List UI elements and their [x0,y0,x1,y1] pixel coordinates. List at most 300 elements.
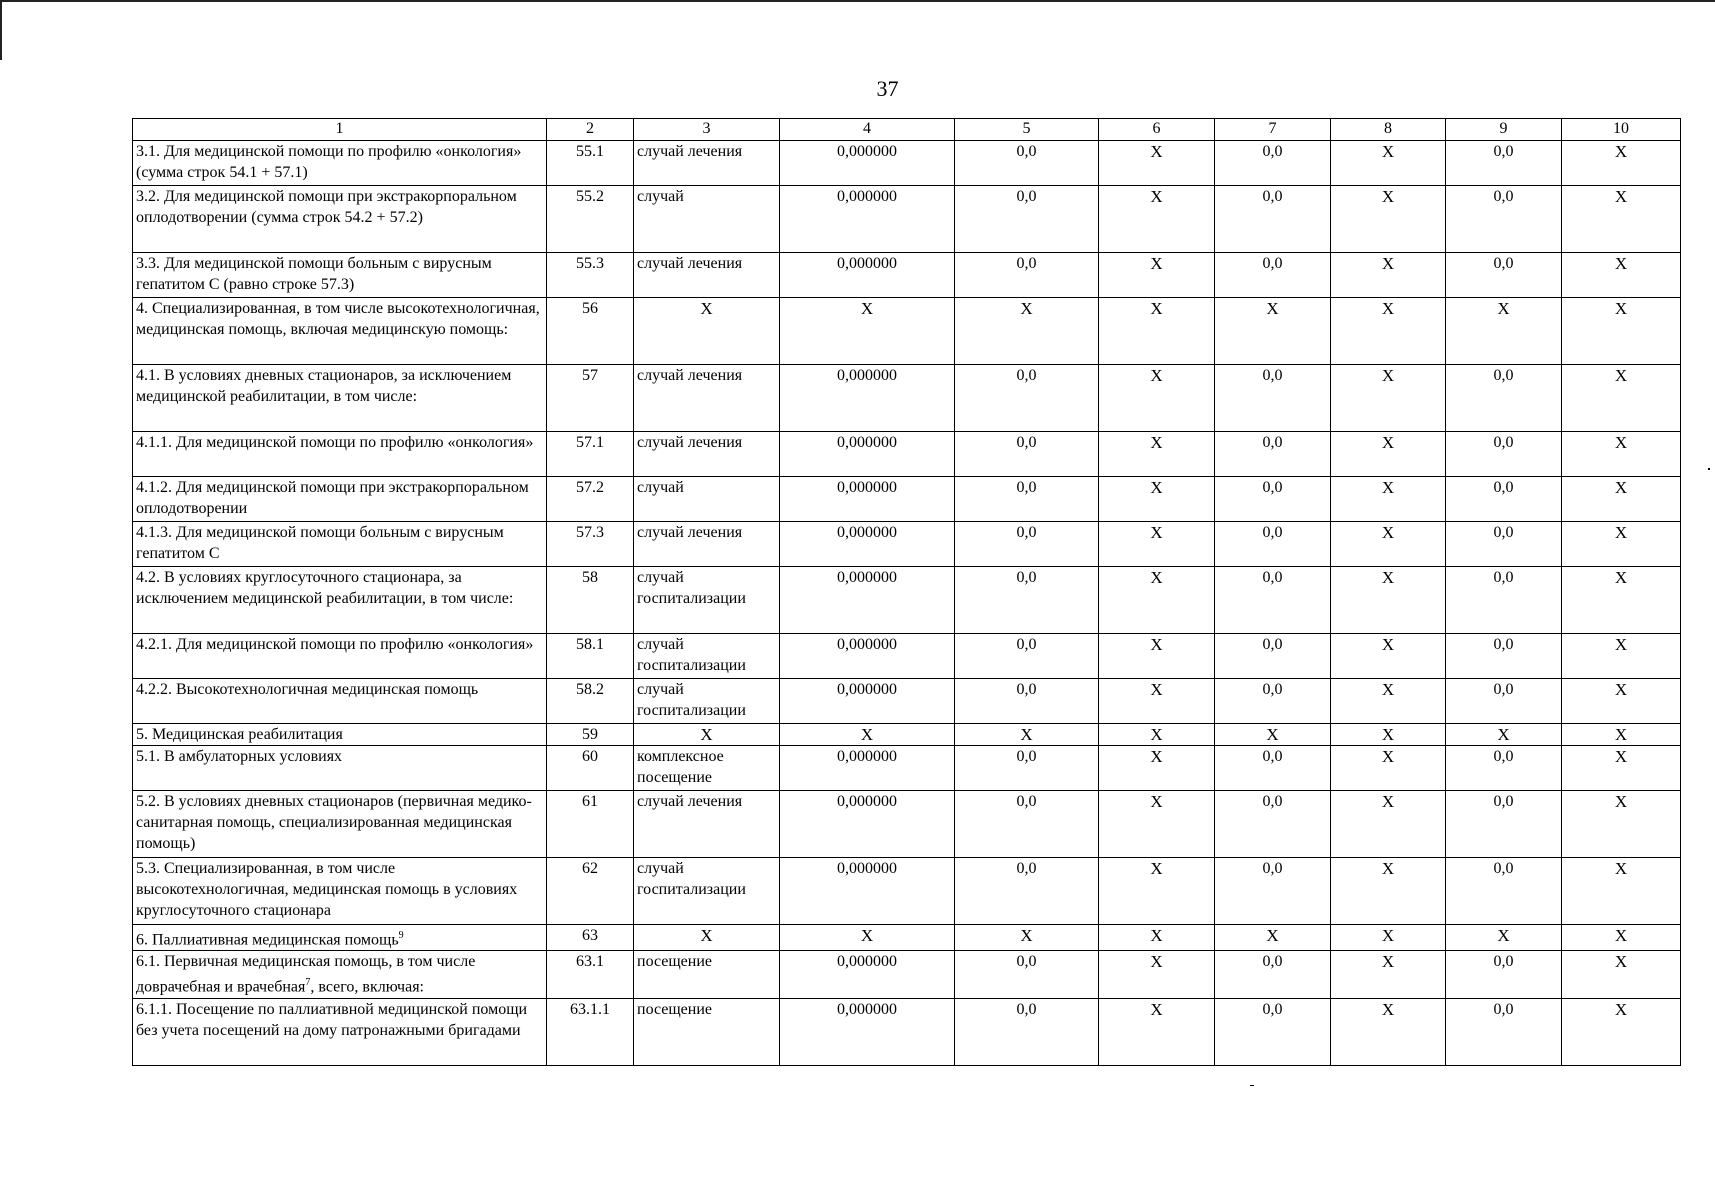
row-name-cell-text: 4. Специализированная, в том числе высокотехнологичная, медицинская помощь, включая медицинскую помощь: [136,300,540,338]
column-header: 4 [780,119,955,141]
row-code-cell [547,925,634,951]
row-unit-cell-text: случай лечения [637,524,743,541]
value-cell-c4 [780,925,955,951]
value-cell-c10 [1562,925,1681,951]
row-code-cell [547,567,634,634]
value-cell-c8 [1331,925,1446,951]
value-cell-c5 [955,522,1099,567]
value-cell-c7-text: 0,0 [1262,953,1283,971]
row-name-cell-text: 4.1.1. Для медицинской помощи по профилю «онкология» [136,434,534,451]
row-code-cell-text: 57.3 [576,524,604,541]
value-cell-c7 [1215,634,1331,679]
value-cell-c9-text: X [1497,725,1510,744]
value-cell-c4-text: 0,000000 [837,953,897,971]
column-header: 2 [547,119,634,141]
row-code-cell-text: 63.1.1 [570,1000,610,1018]
value-cell-c9 [1446,679,1562,724]
value-cell-c4-text: 0,000000 [837,681,897,698]
value-cell-c9 [1446,567,1562,634]
value-cell-c10 [1562,951,1681,998]
row-unit-cell [634,298,780,365]
value-cell-c9 [1446,951,1562,998]
value-cell-c8 [1331,477,1446,522]
value-cell-c10 [1562,746,1681,791]
row-unit-cell-text: случай лечения [637,367,743,384]
row-name-cell [133,634,547,679]
value-cell-c10-text: X [1614,568,1628,587]
row-name-cell [133,746,547,791]
row-name-cell [133,298,547,365]
footnote-mark: 9 [398,930,404,941]
row-name-cell-text: 4.2.1. Для медицинской помощи по профилю «онкология» [136,636,534,653]
value-cell-c8-text: X [1381,299,1395,318]
value-cell-c4-text: 0,000000 [837,636,897,653]
value-cell-c6 [1099,724,1215,746]
value-cell-c10-text: X [1614,433,1628,452]
value-cell-c6-text: X [1150,859,1163,878]
value-cell-c5-text: 0,0 [1016,143,1037,160]
row-code-cell-text: 58.2 [576,681,604,698]
value-cell-c8-text: X [1381,478,1395,497]
value-cell-c5 [955,634,1099,679]
value-cell-c9-text: 0,0 [1493,188,1514,205]
value-cell-c9-text: 0,0 [1493,636,1514,653]
value-cell-c8-text: X [1381,366,1395,385]
value-cell-c6 [1099,567,1215,634]
value-cell-c6-text: X [1150,299,1163,318]
value-cell-c7 [1215,141,1331,186]
value-cell-c4 [780,141,955,186]
value-cell-c6 [1099,791,1215,858]
row-unit-cell-text: случай [637,188,684,205]
row-name-cell-text: 3.3. Для медицинской помощи больным с вирусным гепатитом С (равно строке 57.3) [136,255,492,293]
table-row [133,141,1681,186]
value-cell-c5-text: X [1020,725,1033,744]
value-cell-c4-text: 0,000000 [837,255,897,272]
row-code-cell [547,253,634,298]
row-name-cell-text: 4.1. В условиях дневных стационаров, за исключением медицинской реабилитации, в том числе: [136,367,512,405]
row-unit-cell-text: комплексное посещение [637,748,724,786]
value-cell-c6-text: X [1150,792,1163,811]
value-cell-c4-text: 0,000000 [837,143,897,160]
value-cell-c9 [1446,791,1562,858]
value-cell-c10 [1562,679,1681,724]
value-cell-c7-text: 0,0 [1262,479,1283,496]
value-cell-c9 [1446,858,1562,925]
row-code-cell-text: 61 [582,793,598,810]
value-cell-c10-text: X [1614,725,1628,744]
footnote-mark: 7 [305,977,311,989]
value-cell-c4 [780,365,955,432]
value-cell-c9-text: 0,0 [1493,255,1514,272]
value-cell-c9 [1446,724,1562,746]
value-cell-c5-text: 0,0 [1016,524,1037,541]
row-unit-cell [634,858,780,925]
row-unit-cell-text: случай лечения [637,793,743,810]
value-cell-c7-text: 0,0 [1262,188,1283,205]
row-code-cell-text: 55.1 [576,143,604,160]
value-cell-c4 [780,951,955,998]
row-unit-cell [634,998,780,1065]
value-cell-c7 [1215,298,1331,365]
row-unit-cell [634,432,780,477]
value-cell-c4-text: 0,000000 [837,860,897,877]
value-cell-c4 [780,746,955,791]
row-code-cell-text: 57.1 [576,434,604,451]
value-cell-c4-text: 0,000000 [837,367,897,384]
value-cell-c8-text: X [1381,142,1395,161]
value-cell-c9-text: 0,0 [1493,793,1514,810]
table-row [133,365,1681,432]
value-cell-c8-text: X [1381,635,1395,654]
value-cell-c6 [1099,522,1215,567]
value-cell-c5 [955,298,1099,365]
row-code-cell-text: 55.3 [576,255,604,272]
table-row [133,791,1681,858]
value-cell-c10-text: X [1614,747,1628,766]
row-name-cell [133,791,547,858]
value-cell-c5 [955,998,1099,1065]
value-cell-c8 [1331,186,1446,253]
value-cell-c8 [1331,432,1446,477]
row-code-cell [547,998,634,1065]
value-cell-c7 [1215,858,1331,925]
row-code-cell [547,186,634,253]
row-name-cell [133,432,547,477]
value-cell-c4 [780,679,955,724]
value-cell-c8 [1331,567,1446,634]
value-cell-c9-text: X [1497,299,1510,318]
value-cell-c10 [1562,432,1681,477]
value-cell-c8-text: X [1381,568,1395,587]
row-code-cell [547,141,634,186]
value-cell-c5-text: X [1020,299,1033,318]
row-code-cell-text: 57 [582,367,598,384]
row-name-cell-text: 4.2. В условиях круглосуточного стационара, за исключением медицинской реабилитации, в том числе: [136,569,514,607]
row-name-cell-text: 3.1. Для медицинской помощи по профилю «онкология» (сумма строк 54.1 + 57.1) [136,143,522,181]
row-code-cell [547,477,634,522]
value-cell-c5-text: 0,0 [1016,860,1037,877]
row-code-cell [547,858,634,925]
value-cell-c4 [780,567,955,634]
value-cell-c6-text: X [1150,478,1163,497]
value-cell-c7 [1215,746,1331,791]
value-cell-c5 [955,186,1099,253]
value-cell-c10-text: X [1614,926,1628,945]
value-cell-c6 [1099,432,1215,477]
value-cell-c6-text: X [1150,952,1163,972]
row-unit-cell-text: случай лечения [637,434,743,451]
row-unit-cell-text: X [700,725,713,744]
value-cell-c9-text: 0,0 [1493,569,1514,586]
value-cell-c10-text: X [1614,952,1628,972]
row-name-cell-text: 4.1.2. Для медицинской помощи при экстракорпоральном оплодотворении [136,479,529,517]
value-cell-c9-text: 0,0 [1493,367,1514,384]
row-name-cell [133,253,547,298]
value-cell-c6-text: X [1150,999,1163,1019]
value-cell-c7 [1215,365,1331,432]
value-cell-c5 [955,567,1099,634]
row-name-cell [133,998,547,1065]
column-header: 6 [1099,119,1215,141]
row-name-cell-text: 5. Медицинская реабилитация [136,726,343,743]
value-cell-c5-text: 0,0 [1016,793,1037,810]
row-code-cell [547,951,634,998]
value-cell-c9 [1446,925,1562,951]
value-cell-c6-text: X [1150,433,1163,452]
row-unit-cell [634,477,780,522]
row-name-cell [133,951,547,998]
column-header: 8 [1331,119,1446,141]
data-table [132,118,1681,1066]
value-cell-c5 [955,925,1099,951]
value-cell-c4 [780,724,955,746]
row-name-cell-text: 4.2.2. Высокотехнологичная медицинская помощь [136,681,479,698]
value-cell-c7 [1215,925,1331,951]
value-cell-c4-text: 0,000000 [837,1000,897,1018]
value-cell-c4 [780,858,955,925]
value-cell-c7 [1215,522,1331,567]
value-cell-c4-text: X [860,926,874,945]
scan-speck [1250,1085,1254,1086]
column-header: 10 [1562,119,1681,141]
row-name-cell [133,679,547,724]
value-cell-c6 [1099,998,1215,1065]
value-cell-c9-text: 0,0 [1493,524,1514,541]
table-row [133,925,1681,951]
value-cell-c9-text: 0,0 [1493,143,1514,160]
value-cell-c9 [1446,634,1562,679]
value-cell-c5 [955,791,1099,858]
value-cell-c6 [1099,141,1215,186]
page-number: 37 [876,76,899,101]
value-cell-c9 [1446,365,1562,432]
value-cell-c8 [1331,298,1446,365]
value-cell-c5 [955,724,1099,746]
value-cell-c9 [1446,477,1562,522]
value-cell-c8-text: X [1381,859,1395,878]
value-cell-c7-text: 0,0 [1262,434,1283,451]
row-code-cell [547,746,634,791]
value-cell-c6 [1099,679,1215,724]
value-cell-c7 [1215,951,1331,998]
row-code-cell [547,365,634,432]
scan-border-left [0,0,2,60]
value-cell-c7-text: 0,0 [1262,524,1283,541]
value-cell-c5 [955,679,1099,724]
row-unit-cell-text: посещение [637,1000,713,1018]
value-cell-c7-text: 0,0 [1262,860,1283,877]
row-unit-cell-text: посещение [637,953,713,971]
value-cell-c9 [1446,253,1562,298]
value-cell-c9-text: 0,0 [1493,1000,1514,1018]
row-unit-cell [634,724,780,746]
value-cell-c10 [1562,724,1681,746]
value-cell-c9 [1446,141,1562,186]
row-name-cell [133,522,547,567]
value-cell-c7-text: X [1266,725,1279,744]
row-name-cell-text: 5.3. Специализированная, в том числе высокотехнологичная, медицинская помощь в условиях круглосуточного стационара [136,860,518,919]
value-cell-c5 [955,477,1099,522]
value-cell-c6 [1099,634,1215,679]
value-cell-c7 [1215,186,1331,253]
row-code-cell [547,634,634,679]
value-cell-c8-text: X [1381,523,1395,542]
column-header: 5 [955,119,1099,141]
value-cell-c7-text: 0,0 [1262,255,1283,272]
value-cell-c10-text: X [1614,523,1628,542]
row-unit-cell [634,746,780,791]
row-code-cell [547,791,634,858]
column-header: 3 [634,119,780,141]
row-code-cell [547,522,634,567]
table-row [133,634,1681,679]
row-code-cell-text: 55.2 [576,188,604,205]
value-cell-c8-text: X [1381,999,1395,1019]
row-unit-cell [634,186,780,253]
row-name-cell-text: 5.2. В условиях дневных стационаров (первичная медико-санитарная помощь, специализированная медицинская помощь) [136,793,532,852]
table-row [133,477,1681,522]
value-cell-c8 [1331,724,1446,746]
value-cell-c10-text: X [1614,187,1628,206]
value-cell-c4-text: 0,000000 [837,434,897,451]
row-name-cell [133,925,547,951]
row-code-cell-text: 58 [582,569,598,586]
value-cell-c4-text: X [860,725,874,744]
value-cell-c7-text: 0,0 [1262,636,1283,653]
value-cell-c9-text: X [1497,926,1510,945]
value-cell-c4-text: 0,000000 [837,793,897,810]
row-code-cell-text: 59 [582,726,598,743]
row-unit-cell-text: X [700,926,713,945]
table-row [133,746,1681,791]
value-cell-c7 [1215,253,1331,298]
column-header: 7 [1215,119,1331,141]
row-name-cell-text: 6.1. Первичная медицинская помощь, в том числе доврачебная и врачебная [136,953,476,996]
row-unit-cell-text: случай госпитализации [637,860,746,898]
value-cell-c6-text: X [1150,635,1163,654]
value-cell-c10 [1562,365,1681,432]
value-cell-c8-text: X [1381,952,1395,972]
value-cell-c5-text: 0,0 [1016,255,1037,272]
value-cell-c7 [1215,791,1331,858]
value-cell-c10-text: X [1614,859,1628,878]
table-row [133,253,1681,298]
value-cell-c10-text: X [1614,299,1628,318]
value-cell-c9-text: 0,0 [1493,479,1514,496]
value-cell-c8-text: X [1381,725,1395,744]
value-cell-c8 [1331,998,1446,1065]
row-unit-cell [634,634,780,679]
value-cell-c8-text: X [1381,680,1395,699]
row-name-cell-text: 5.1. В амбулаторных условиях [136,748,343,765]
scan-border-top [0,0,1715,2]
row-code-cell [547,679,634,724]
value-cell-c10-text: X [1614,366,1628,385]
value-cell-c8 [1331,858,1446,925]
value-cell-c8-text: X [1381,187,1395,206]
value-cell-c9-text: 0,0 [1493,434,1514,451]
value-cell-c10-text: X [1614,254,1628,273]
value-cell-c5 [955,858,1099,925]
table-row [133,298,1681,365]
row-code-cell-text: 58.1 [576,636,604,653]
value-cell-c4 [780,477,955,522]
value-cell-c8 [1331,365,1446,432]
value-cell-c10 [1562,253,1681,298]
table-row [133,998,1681,1065]
row-name-cell [133,186,547,253]
value-cell-c9 [1446,746,1562,791]
value-cell-c5-text: X [1020,926,1033,945]
value-cell-c6-text: X [1150,680,1163,699]
value-cell-c10-text: X [1614,478,1628,497]
value-cell-c8 [1331,253,1446,298]
value-cell-c7-text: 0,0 [1262,793,1283,810]
value-cell-c4-text: 0,000000 [837,569,897,586]
row-name-cell [133,858,547,925]
value-cell-c4 [780,432,955,477]
value-cell-c5 [955,746,1099,791]
value-cell-c6-text: X [1150,523,1163,542]
row-name-cell-text: 4.1.3. Для медицинской помощи больным с вирусным гепатитом С [136,524,504,562]
value-cell-c10 [1562,567,1681,634]
row-unit-cell-text: X [700,299,713,318]
value-cell-c10-text: X [1614,999,1628,1019]
value-cell-c10-text: X [1614,635,1628,654]
row-code-cell [547,724,634,746]
value-cell-c5-text: 0,0 [1016,479,1037,496]
table-row [133,679,1681,724]
value-cell-c5-text: 0,0 [1016,569,1037,586]
value-cell-c10 [1562,634,1681,679]
value-cell-c10 [1562,186,1681,253]
value-cell-c7-text: 0,0 [1262,1000,1283,1018]
row-unit-cell [634,522,780,567]
value-cell-c5 [955,141,1099,186]
value-cell-c4-text: 0,000000 [837,524,897,541]
value-cell-c6-text: X [1150,926,1163,945]
value-cell-c10-text: X [1614,680,1628,699]
value-cell-c6 [1099,298,1215,365]
value-cell-c6 [1099,858,1215,925]
value-cell-c9-text: 0,0 [1493,860,1514,877]
value-cell-c8 [1331,791,1446,858]
table-row [133,432,1681,477]
row-unit-cell [634,791,780,858]
value-cell-c4 [780,634,955,679]
value-cell-c10 [1562,522,1681,567]
value-cell-c5-text: 0,0 [1016,434,1037,451]
value-cell-c10 [1562,141,1681,186]
row-name-cell-text: 6. Паллиативная медицинская помощь [136,931,399,949]
table-row [133,567,1681,634]
value-cell-c7 [1215,998,1331,1065]
value-cell-c6 [1099,186,1215,253]
row-unit-cell [634,253,780,298]
value-cell-c6-text: X [1150,142,1163,161]
value-cell-c10-text: X [1614,792,1628,811]
value-cell-c9 [1446,998,1562,1065]
value-cell-c6 [1099,746,1215,791]
value-cell-c10 [1562,477,1681,522]
row-unit-cell-text: случай госпитализации [637,569,746,607]
value-cell-c8-text: X [1381,792,1395,811]
column-header: 9 [1446,119,1562,141]
table-row [133,858,1681,925]
value-cell-c5-text: 0,0 [1016,636,1037,653]
value-cell-c4-text: 0,000000 [837,188,897,205]
